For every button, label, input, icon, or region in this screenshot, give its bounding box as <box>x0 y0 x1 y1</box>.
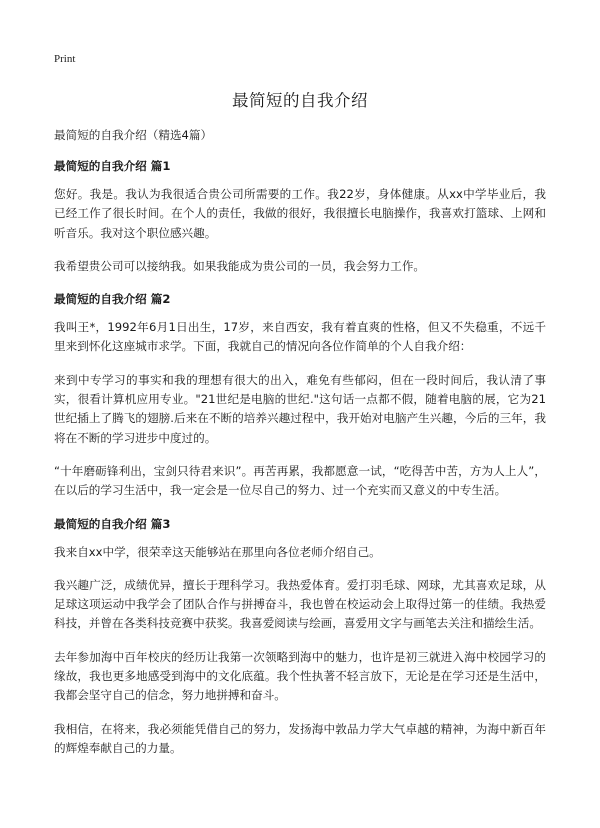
section-heading-3: 最简短的自我介绍 篇3 <box>54 516 171 531</box>
section-2-paragraph-2: 来到中专学习的事实和我的理想有很大的出入，难免有些郁闷，但在一段时间后，我认清了事实，很看计算机应用专业。"21世纪是电脑的世纪."这句话一点都不假，随着电脑的展，它为21世纪插上了腾飞的翅膀.后来在不断的培养兴趣过程中，我开始对电脑产生兴趣，今后的三年，我将在不断的学习进步中度过的。 <box>54 372 546 445</box>
section-1-paragraph-1: 您好。我是。我认为我很适合贵公司所需要的工作。我22岁，身体健康。从xx中学毕业后，我已经工作了很长时间。在个人的责任，我做的很好，我很擅长电脑操作，我喜欢打篮球、上网和听音乐。我对这个职位感兴趣。 <box>54 187 546 240</box>
section-heading-1: 最简短的自我介绍 篇1 <box>54 159 171 173</box>
section-2-paragraph-1: 我叫王*，1992年6月1日出生，17岁，来自西安，我有着直爽的性格，但又不失稳重，不远千里来到怀化这座城市求学。下面，我就自己的情况向各位作简单的个人自我介绍： <box>54 320 546 354</box>
document-subtitle: 最简短的自我介绍（精选4篇） <box>54 128 213 142</box>
section-2-paragraph-3: “十年磨砺锋利出，宝剑只待君来识”。再苦再累，我都愿意一试，“吃得苦中苦，方为人上人”，在以后的学习生活中，我一定会是一位尽自己的努力、过一个充实而又意义的中专生活。 <box>54 463 546 498</box>
page-title: 最简短的自我介绍 <box>232 91 368 110</box>
section-3-paragraph-2: 我兴趣广泛，成绩优异，擅长于理科学习。我热爱体育。爱打羽毛球、网球，尤其喜欢足球，从足球这项运动中我学会了团队合作与拼搏奋斗，我也曾在校运动会上取得过第一的佳绩。我热爱科技，并曾在各类科技竞赛中获奖。我喜爱阅读与绘画，喜爱用文字与画笔去关注和描绘生活。 <box>54 577 546 631</box>
section-3-paragraph-3: 去年参加海中百年校庆的经历让我第一次领略到海中的魅力，也许是初三就进入海中校园学习的缘故，我也更多地感受到海中的文化底蕴。我个性执著不轻言放下，无论是在学习还是生活中，我都会坚守自己的信念，努力地拼搏和奋斗。 <box>54 649 546 703</box>
section-heading-2: 最简短的自我介绍 篇2 <box>54 292 171 307</box>
section-3-paragraph-1: 我来自xx中学，很荣幸这天能够站在那里向各位老师介绍自己。 <box>54 544 381 559</box>
print-link[interactable]: Print <box>54 53 76 65</box>
section-1-paragraph-2: 我希望贵公司可以接纳我。如果我能成为贵公司的一员，我会努力工作。 <box>54 258 426 273</box>
section-3-paragraph-4: 我相信，在将来，我必须能凭借自己的努力，发扬海中敦品力学大气卓越的精神，为海中新百年的辉煌奉献自己的力量。 <box>54 721 546 755</box>
